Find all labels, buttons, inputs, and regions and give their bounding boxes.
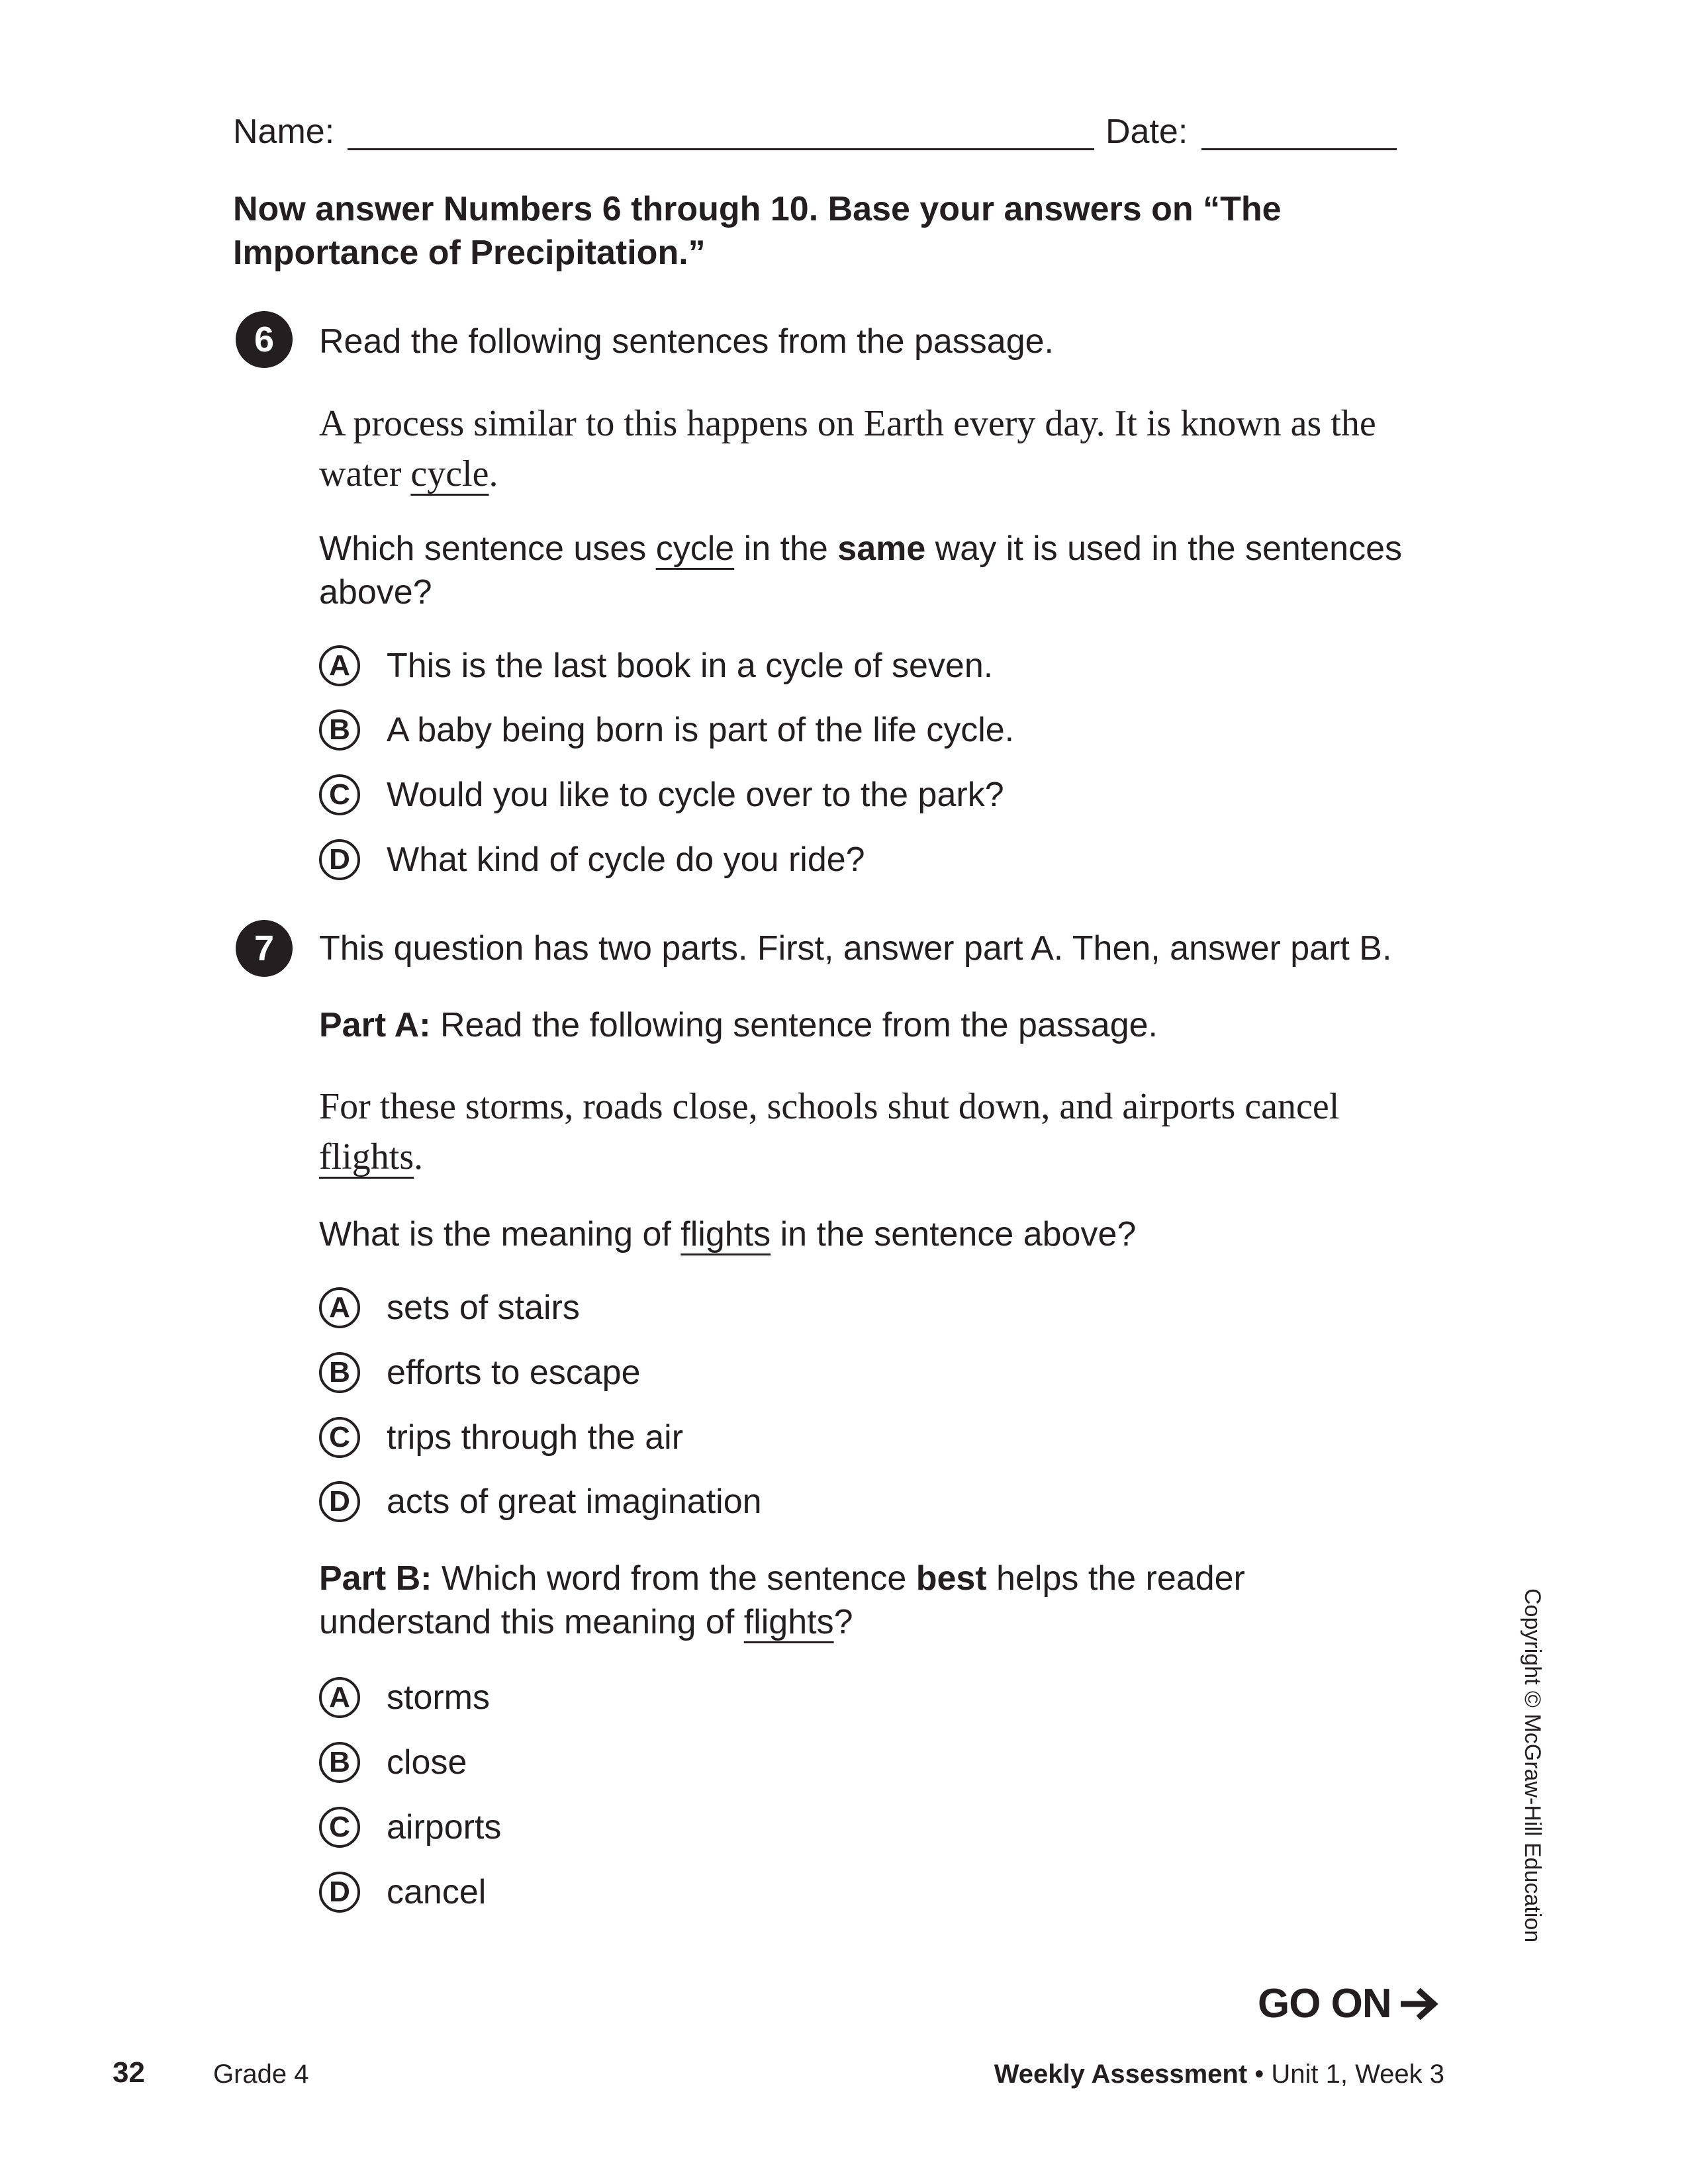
q6-quote: A process similar to this happens on Earth every day. It is known as the water cycle.: [319, 403, 1376, 494]
question-6-number-badge: 6: [236, 311, 293, 368]
part-a-label: Part A:: [319, 1006, 431, 1044]
q7-part-a-question: What is the meaning of flights in the sentence above?: [319, 1215, 1137, 1253]
page-number: 32: [113, 2056, 145, 2089]
q6-question: Which sentence uses cycle in the same way it is used in the sentences above?: [319, 529, 1403, 612]
answer-bubble[interactable]: D: [319, 839, 360, 880]
option-text: A baby being born is part of the life cycle.: [387, 711, 1015, 749]
answer-bubble[interactable]: A: [319, 1677, 360, 1718]
go-on-label: GO ON: [1258, 1981, 1391, 2026]
option-text: efforts to escape: [387, 1353, 641, 1392]
q7-quote: For these storms, roads close, schools shut down, and airports cancel flights.: [319, 1086, 1340, 1177]
footer-assessment: Weekly Assessment • Unit 1, Week 3: [994, 2060, 1444, 2089]
q7-part-b-question: Part B: Which word from the sentence best helps the reader understand this meaning of flights?: [319, 1559, 1245, 1641]
answer-bubble[interactable]: A: [319, 645, 360, 686]
answer-bubble[interactable]: B: [319, 1352, 360, 1393]
q6-quote-underlined-word: cycle: [410, 453, 489, 494]
option-text: acts of great imagination: [387, 1482, 762, 1521]
option-text: trips through the air: [387, 1418, 684, 1457]
date-field[interactable]: [1201, 116, 1397, 150]
option-text: storms: [387, 1678, 490, 1717]
option-text: cancel: [387, 1873, 487, 1911]
arrow-right-icon: [1401, 1984, 1443, 2024]
grade-label: Grade 4: [213, 2060, 309, 2089]
answer-bubble[interactable]: D: [319, 1481, 360, 1522]
answer-bubble[interactable]: C: [319, 774, 360, 815]
question-7-number-badge: 7: [236, 920, 293, 977]
answer-bubble[interactable]: B: [319, 1742, 360, 1783]
q7-quote-underlined-word: flights: [319, 1136, 414, 1177]
q7-part-a-prompt: Part A: Read the following sentence from the passage.: [319, 1006, 1158, 1044]
answer-bubble[interactable]: B: [319, 709, 360, 751]
q6-question-underlined-word: cycle: [655, 529, 735, 568]
copyright-notice: Copyright © McGraw-Hill Education: [1520, 1588, 1545, 1943]
go-on-indicator: [1258, 1980, 1443, 2028]
name-field[interactable]: [348, 116, 1094, 150]
option-text: What kind of cycle do you ride?: [387, 841, 865, 879]
date-label: Date:: [1105, 113, 1188, 151]
q7-question-underlined-word: flights: [680, 1215, 771, 1253]
option-text: sets of stairs: [387, 1289, 580, 1327]
answer-bubble[interactable]: C: [319, 1807, 360, 1848]
q7b-underlined-word: flights: [743, 1603, 834, 1641]
option-text: This is the last book in a cycle of seven.: [387, 647, 994, 685]
name-label: Name:: [233, 113, 335, 151]
instructions: Now answer Numbers 6 through 10. Base your answers on “The Importance of Precipitation.”: [233, 190, 1282, 272]
q7-intro: This question has two parts. First, answer part A. Then, answer part B.: [319, 929, 1392, 968]
option-text: close: [387, 1743, 467, 1782]
answer-bubble[interactable]: A: [319, 1287, 360, 1328]
option-text: Would you like to cycle over to the park?: [387, 776, 1004, 814]
q6-prompt: Read the following sentences from the passage.: [319, 322, 1055, 361]
answer-bubble[interactable]: D: [319, 1872, 360, 1913]
answer-bubble[interactable]: C: [319, 1417, 360, 1458]
part-b-label: Part B:: [319, 1559, 432, 1598]
option-text: airports: [387, 1808, 502, 1846]
